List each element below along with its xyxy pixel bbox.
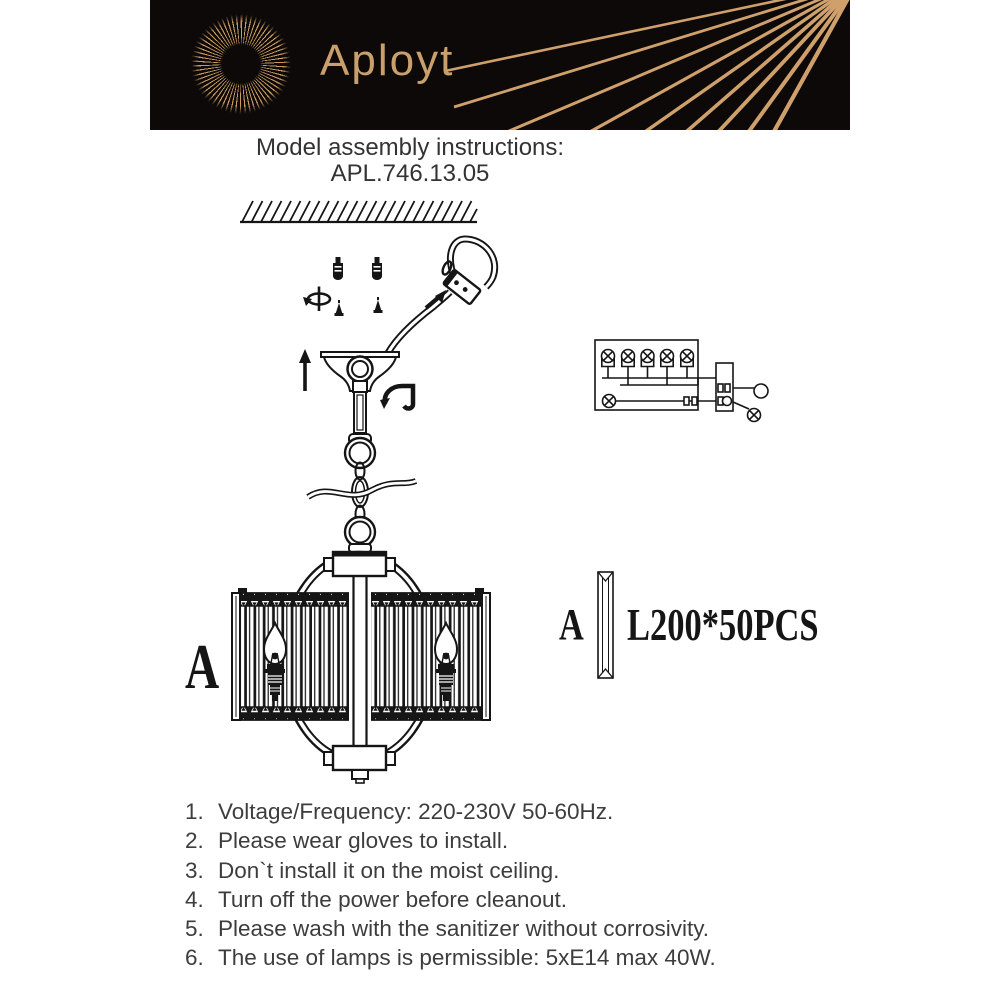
crystal-label-text: A: [559, 599, 584, 650]
crystal-spec-text: L200*50PCS: [627, 599, 819, 651]
instructions-list: [185, 797, 825, 973]
central-rod: [349, 576, 371, 746]
assembly-diagram: [150, 195, 850, 805]
ceiling-canopy: [321, 352, 399, 392]
part-label-a-left: [185, 632, 219, 702]
bottom-hub: [324, 746, 395, 783]
wiring-schematic: [595, 340, 768, 422]
model-number: APL.746.13.05: [330, 160, 490, 187]
brand-banner: [150, 0, 850, 130]
instruction-item: [185, 797, 825, 826]
top-hub: [324, 552, 395, 576]
instruction-item: [185, 856, 825, 885]
wall-anchor-icon: [333, 257, 343, 280]
corner-rays-icon: [150, 0, 850, 130]
instruction-number: 2.: [185, 828, 204, 854]
wall-anchor-icon: [372, 257, 382, 280]
instruction-text: Don`t install it on the moist ceiling.: [218, 857, 560, 883]
instruction-number: 3.: [185, 857, 204, 883]
instruction-item: [185, 943, 825, 972]
hanging-rod: [349, 392, 371, 444]
instruction-item: [185, 885, 825, 914]
brand-wordmark: Aployt: [320, 36, 455, 85]
crystal-piece-drawing: [598, 572, 613, 678]
crystal-spec: [627, 599, 819, 650]
title-block: [150, 134, 670, 186]
screw-icon: [335, 300, 344, 316]
instruction-text: The use of lamps is permissible: 5xE14 max 40W.: [218, 945, 716, 971]
instruction-text: Please wash with the sanitizer without corrosivity.: [218, 916, 710, 942]
up-arrow-icon: [299, 349, 311, 391]
instruction-number: 6.: [185, 945, 204, 971]
page-title: Model assembly instructions:: [255, 134, 565, 161]
instruction-number: 5.: [185, 916, 204, 942]
assembly-label-text: A: [185, 632, 220, 703]
hook-rotate-icon: [380, 386, 413, 409]
terminal-block: [443, 269, 481, 304]
instruction-text: Please wear gloves to install.: [218, 828, 509, 854]
ceiling-hatch: [240, 201, 477, 222]
instruction-item: [185, 914, 825, 943]
instruction-number: 4.: [185, 886, 204, 912]
screw-icon: [374, 297, 383, 313]
part-label-a-right: [559, 600, 584, 649]
instruction-number: 1.: [185, 799, 204, 824]
instruction-item: [185, 826, 825, 855]
instruction-text: Turn off the power before cleanout.: [218, 886, 567, 912]
instruction-text: Voltage/Frequency: 220-230V 50-60Hz.: [218, 799, 614, 824]
rotate-symbol-icon: [303, 287, 330, 312]
